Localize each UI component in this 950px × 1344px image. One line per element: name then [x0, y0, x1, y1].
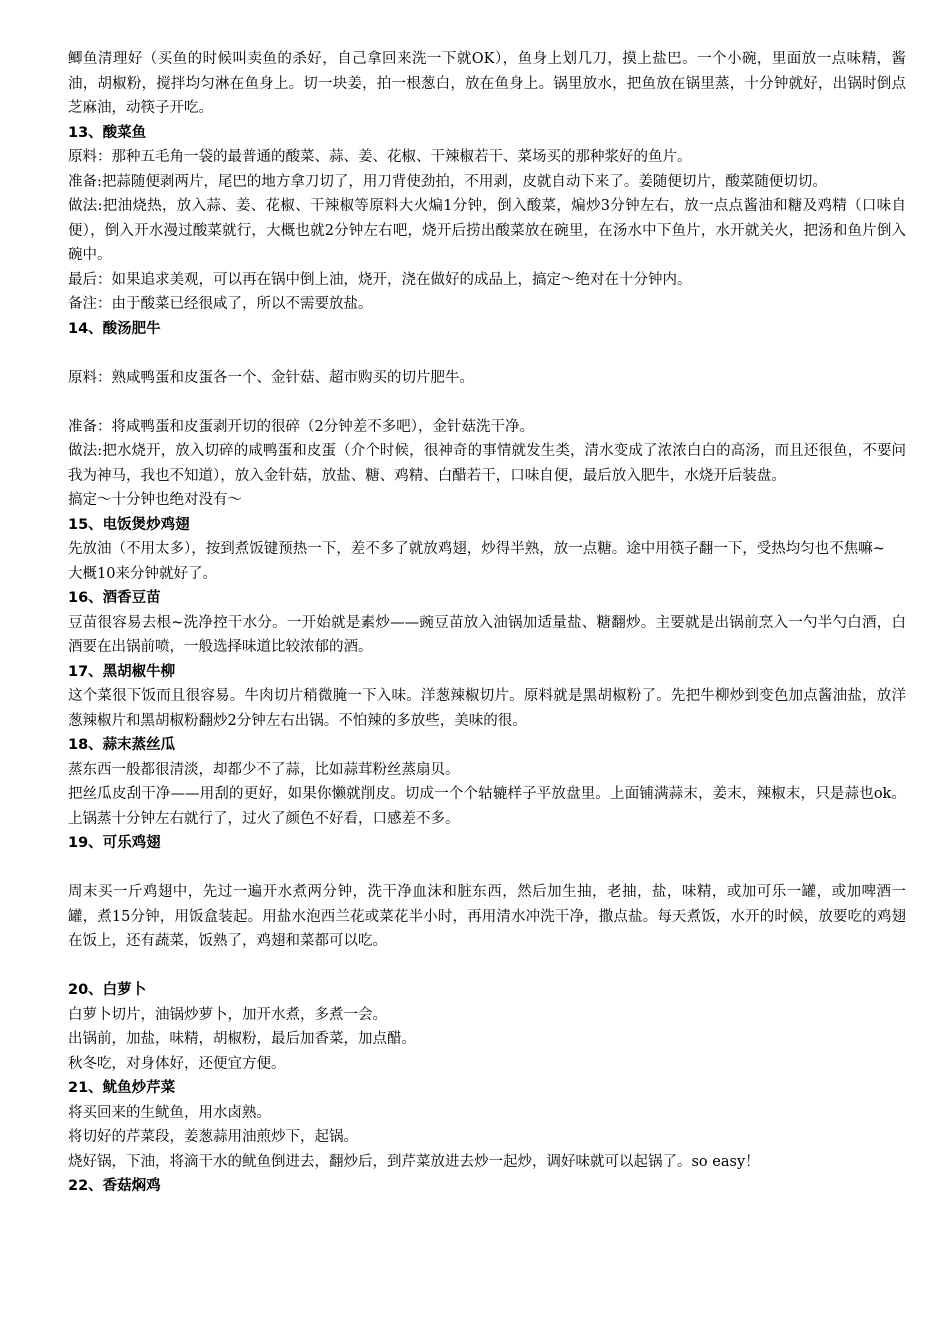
heading-15: 15、电饭煲炒鸡翅 — [68, 516, 190, 533]
heading-18: 18、蒜末蒸丝瓜 — [68, 737, 176, 753]
paragraph: 白萝卜切片，油锅炒萝卜，加开水煮，多煮一会。 — [68, 1006, 387, 1023]
paragraph: 豆苗很容易去根~洗净控干水分。一开始就是素炒——豌豆苗放入油锅加适量盐、糖翻炒。主要就是出锅前烹入一勺半勺白酒，白酒要在出锅前喷，一般选择味道比较浓郁的酒。 — [68, 614, 906, 655]
blank-line — [68, 856, 906, 881]
heading-21: 21、鱿鱼炒芹菜 — [68, 1080, 176, 1096]
paragraph: 将切好的芹菜段，姜葱蒜用油煎炒下，起锅。 — [68, 1129, 358, 1145]
heading-22: 22、香菇焖鸡 — [68, 1178, 161, 1194]
paragraph: 搞定～十分钟也绝对没有～ — [68, 492, 242, 508]
blank-line — [68, 390, 906, 415]
heading-16: 16、酒香豆苗 — [68, 590, 161, 606]
paragraph: 备注：由于酸菜已经很咸了，所以不需要放盐。 — [68, 296, 373, 312]
heading-14: 14、酸汤肥牛 — [68, 320, 161, 337]
paragraph: 做法:把水烧开，放入切碎的咸鸭蛋和皮蛋（介个时候，很神奇的事情就发生类，清水变成了浓浓白白的高汤，而且还很鱼，不要问我为神马，我也不知道），放入金针菇，放盐、糖、鸡精、白醋若干，口味自便，最后放入肥牛，水烧开后装盘。 — [68, 443, 906, 484]
blank-line — [68, 954, 906, 979]
paragraph: 原料：熟咸鸭蛋和皮蛋各一个、金针菇、超市购买的切片肥牛。 — [68, 369, 474, 386]
heading-20: 20、白萝卜 — [68, 982, 147, 998]
blank-line — [68, 341, 906, 366]
paragraph: 秋冬吃，对身体好，还便宜方便。 — [68, 1055, 286, 1072]
heading-13: 13、酸菜鱼 — [68, 124, 147, 141]
heading-19: 19、可乐鸡翅 — [68, 835, 161, 851]
paragraph: 周末买一斤鸡翅中，先过一遍开水煮两分钟，洗干净血沫和脏东西，然后加生抽，老抽，盐，味精，或加可乐一罐，或加啤酒一罐，煮15分钟，用饭盒装起。用盐水泡西兰花或菜花半小时，再用清水冲洗干净，撒点盐。每天煮饭，水开的时候，放要吃的鸡翅在饭上，还有蔬菜，饭熟了，鸡翅和菜都可以吃。 — [68, 884, 906, 949]
paragraph: 把丝瓜皮刮干净——用刮的更好，如果你懒就削皮。切成一个个轱辘样子平放盘里。上面铺满蒜末，姜末，辣椒末，只是蒜也ok。上锅蒸十分钟左右就行了，过火了颜色不好看，口感差不多。 — [68, 786, 906, 827]
paragraph: 先放油（不用太多），按到煮饭键预热一下，差不多了就放鸡翅，炒得半熟，放一点糖。途中用筷子翻一下，受热均匀也不焦嘛~ — [68, 541, 885, 557]
paragraph: 将买回来的生鱿鱼，用水卤熟。 — [68, 1104, 271, 1121]
heading-17: 17、黑胡椒牛柳 — [68, 663, 176, 680]
paragraph: 原料：那种五毛角一袋的最普通的酸菜、蒜、姜、花椒、干辣椒若干、菜场买的那种浆好的鱼片。 — [68, 149, 692, 165]
paragraph: 鲫鱼清理好（买鱼的时候叫卖鱼的杀好，自己拿回来洗一下就OK），鱼身上划几刀，摸上盐巴。一个小碗，里面放一点味精，酱油，胡椒粉，搅拌均匀淋在鱼身上。切一块姜，拍一根葱白，放在鱼身上。锅里放水，把鱼放在锅里蒸，十分钟就好，出锅时倒点芝麻油，动筷子开吃。 — [68, 51, 906, 116]
paragraph: 大概10来分钟就好了。 — [68, 565, 217, 582]
paragraph: 最后：如果追求美观，可以再在锅中倒上油，烧开，浇在做好的成品上，搞定～绝对在十分钟内。 — [68, 271, 692, 288]
paragraph: 这个菜很下饭而且很容易。牛肉切片稍微腌一下入味。洋葱辣椒切片。原料就是黑胡椒粉了。先把牛柳炒到变色加点酱油盐，放洋葱辣椒片和黑胡椒粉翻炒2分钟左右出锅。不怕辣的多放些，美味的很。 — [68, 688, 906, 729]
paragraph: 准备：将咸鸭蛋和皮蛋剥开切的很碎（2分钟差不多吧），金针菇洗干净。 — [68, 418, 534, 435]
paragraph: 做法:把油烧热，放入蒜、姜、花椒、干辣椒等原料大火煸1分钟，倒入酸菜，煸炒3分钟左右，放一点点酱油和糖及鸡精（口味自便），倒入开水漫过酸菜就行，大概也就2分钟左右吧，烧开后捞出酸菜放在碗里，在汤水中下鱼片，水开就关火，把汤和鱼片倒入碗中。 — [68, 198, 906, 263]
paragraph: 烧好锅，下油，将滴干水的鱿鱼倒进去，翻炒后，到芹菜放进去炒一起炒，调好味就可以起锅了。so easy！ — [68, 1153, 760, 1170]
paragraph: 准备:把蒜随便剥两片，尾巴的地方拿刀切了，用刀背使劲拍，不用剥，皮就自动下来了。姜随便切片，酸菜随便切切。 — [68, 173, 827, 190]
paragraph: 蒸东西一般都很清淡，却都少不了蒜，比如蒜茸粉丝蒸扇贝。 — [68, 761, 460, 778]
paragraph: 出锅前，加盐，味精，胡椒粉，最后加香菜，加点醋。 — [68, 1031, 416, 1047]
